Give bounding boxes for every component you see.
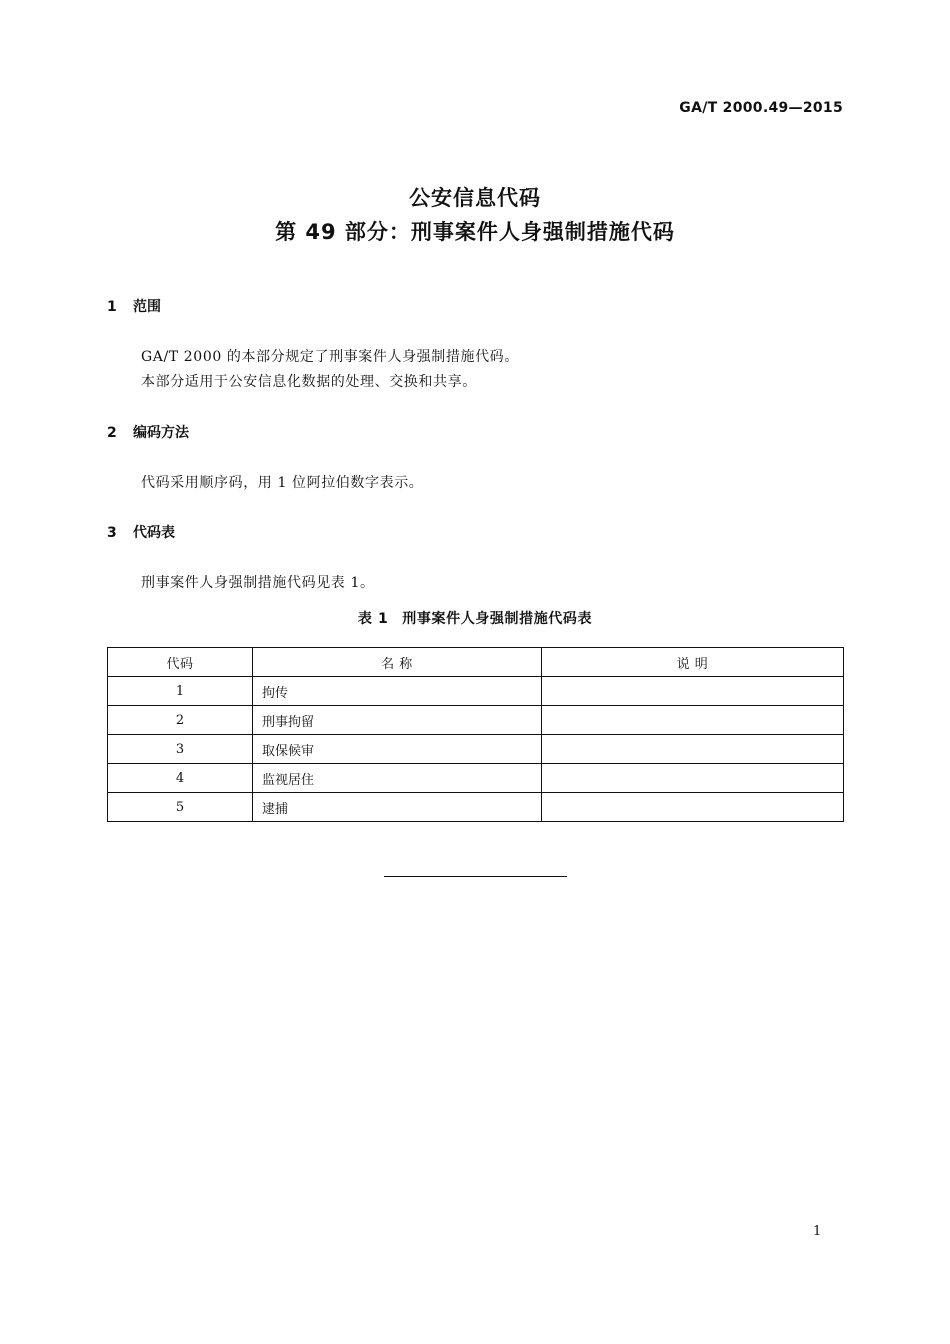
section-title: 代码表 [133,525,175,541]
cell-name: 拘传 [253,677,542,706]
section-number: 2 [107,425,117,441]
cell-code: 2 [108,706,253,735]
code-table [107,647,844,822]
table-row [108,735,844,764]
document-title: 公安信息代码 [409,186,541,210]
table-caption-title: 刑事案件人身强制措施代码表 [402,611,593,627]
document-subtitle: 第 49 部分：刑事案件人身强制措施代码 [275,220,675,244]
table-row [108,677,844,706]
section-title: 范围 [133,299,161,315]
header-code: 代码 [108,648,253,677]
paragraph: 本部分适用于公安信息化数据的处理、交换和共享。 [141,374,477,390]
table-caption-number: 表 1 [357,611,389,627]
cell-name: 监视居住 [253,764,542,793]
page-number: 1 [813,1224,822,1239]
paragraph: 刑事案件人身强制措施代码见表 1。 [141,575,375,591]
table-caption [0,608,950,628]
cell-name: 取保候审 [253,735,542,764]
table-row [108,706,844,735]
section-title: 编码方法 [133,425,189,441]
section-heading-code-table [107,522,175,542]
cell-code: 1 [108,677,253,706]
cell-code: 3 [108,735,253,764]
cell-code: 4 [108,764,253,793]
cell-note [542,706,844,735]
cell-note [542,793,844,822]
cell-code: 5 [108,793,253,822]
cell-note [542,677,844,706]
header-name: 名 称 [253,648,542,677]
table-row [108,793,844,822]
section-number: 1 [107,299,117,315]
paragraph: GA/T 2000 的本部分规定了刑事案件人身强制措施代码。 [141,349,519,365]
table-header-row [108,648,844,677]
paragraph: 代码采用顺序码，用 1 位阿拉伯数字表示。 [141,475,424,491]
header-note: 说 明 [542,648,844,677]
cell-note [542,764,844,793]
standard-code: GA/T 2000.49—2015 [679,100,843,116]
section-number: 3 [107,525,117,541]
section-heading-scope [107,296,161,316]
cell-note [542,735,844,764]
cell-name: 逮捕 [253,793,542,822]
table-row [108,764,844,793]
end-divider [384,876,567,877]
section-heading-coding-method [107,422,189,442]
cell-name: 刑事拘留 [253,706,542,735]
